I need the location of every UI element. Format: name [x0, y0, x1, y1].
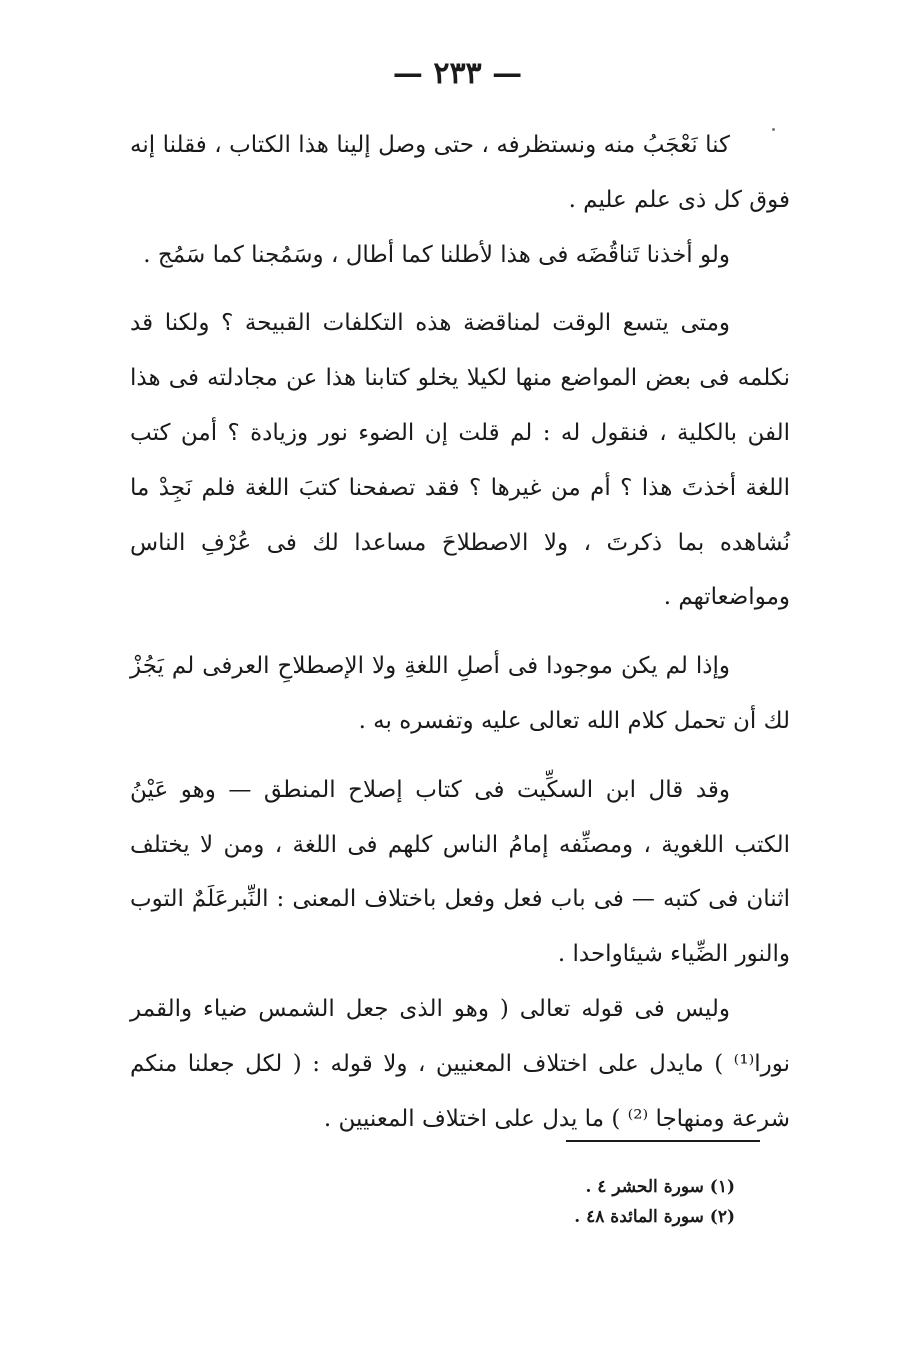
footnote-divider	[566, 1140, 760, 1142]
paragraph-4: وإذا لم يكن موجودا فى أصلِ اللغةِ ولا الإصطلاحِ العرفى لم يَجُزْ لك أن تحمل كلام الله تعالى عليه وتفسره به .	[130, 653, 790, 734]
paragraph-gap	[130, 625, 790, 639]
body-text	[130, 118, 790, 1146]
paragraph-5: وقد قال ابن السكِّيت فى كتاب إصلاح المنطق — وهو عَيْنُ الكتب اللغوية ، ومصنِّفه إمامُ الناس كلهم فى اللغة ، ومن لا يختلف اثنان فى كتبه — فى باب فعل وفعل باختلاف المعنى : النِّبرعَلَمٌ التوب والنور الضِّياء شيئاواحدا .	[130, 776, 790, 968]
paragraph-6: وليس فى قوله تعالى ( وهو الذى جعل الشمس ضياء والقمر نورا⁽¹⁾ ) مايدل على اختلاف المعنيين ، ولا قوله : ( لكل جعلنا منكم شرعة ومنهاجا ⁽²⁾ ) ما يدل على اختلاف المعنيين .	[130, 995, 790, 1132]
page-number: — ٢٣٣ —	[392, 56, 523, 91]
paragraph-3: ومتى يتسع الوقت لمناقضة هذه التكلفات القبيحة ؟ ولكنا قد نكلمه فى بعض المواضع منها لكيلا يخلو كتابنا هذا عن مجادلته فى هذا الفن بالكلية ، فنقول له : لم قلت إن الضوء نور وزيادة ؟ أمن كتب اللغة أخذتَ هذا ؟ أم من غيرها ؟ فقد تصفحنا كتبَ اللغة فلم نَجِدْ ما نُشاهده بما ذكرتَ ، ولا الاصطلاحَ مساعدا لك فى عُرْفِ الناس ومواضعاتهم .	[130, 310, 790, 611]
paragraph-1: كنا نَعْجَبُ منه ونستظرفه ، حتى وصل إلينا هذا الكتاب ، فقلنا إنه فوق كل ذى علم عليم .	[130, 132, 790, 213]
footnotes	[435, 1172, 735, 1232]
paragraph-gap	[130, 282, 790, 296]
footnote-1: (١) سورة الحشر ٤ .	[585, 1177, 735, 1197]
paragraph-gap	[130, 749, 790, 763]
footnote-2: (٢) سورة المائدة ٤٨ .	[574, 1207, 735, 1227]
paragraph-2: ولو أخذنا تَناقُضَه فى هذا لأطلنا كما أطال ، وسَمُجنا كما سَمُج .	[143, 241, 730, 268]
